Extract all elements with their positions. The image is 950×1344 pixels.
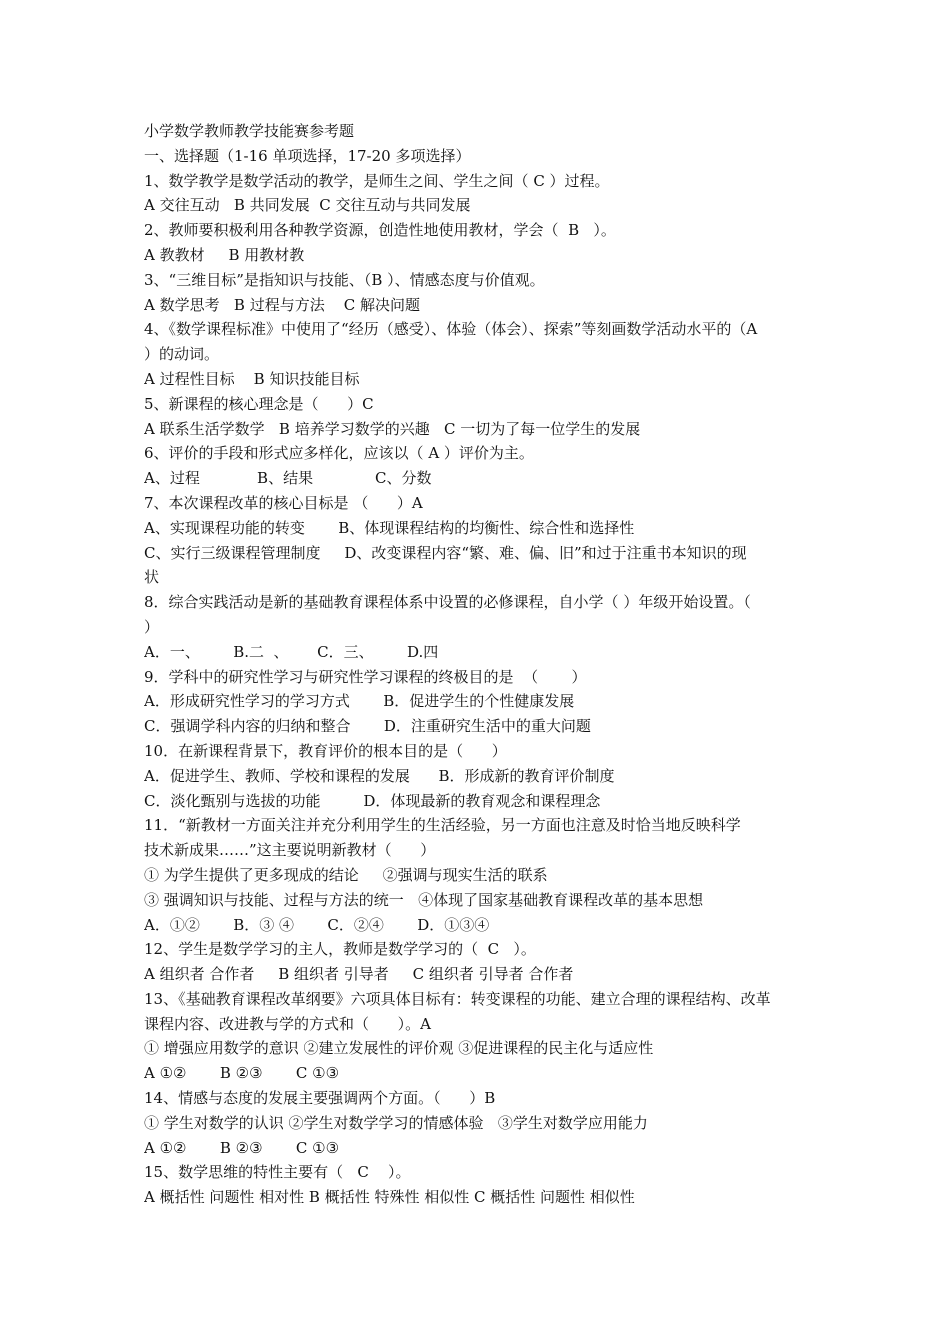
question-14: 14、情感与态度的发展主要强调两个方面。（ ）B	[144, 1089, 496, 1108]
question-15-options: A 概括性 问题性 相对性 B 概括性 特殊性 相似性 C 概括性 问题性 相似性	[144, 1188, 635, 1207]
question-2: 2、教师要积极利用各种教学资源，创造性地使用教材，学会（ B ）。	[144, 221, 616, 240]
question-3: 3、“三维目标”是指知识与技能、（B ）、情感态度与价值观。	[144, 270, 545, 289]
question-12: 12、学生是数学学习的主人，教师是数学学习的（ C ）。	[144, 940, 536, 959]
document-page	[144, 119, 814, 1210]
question-10-options-ab: A．促进学生、教师、学校和课程的发展 B．形成新的教育评价制度	[144, 766, 615, 785]
question-8-options: A．一、 B.二 、 C．三、 D.四	[144, 642, 439, 661]
question-14-options: A ①② B ②③ C ①③	[144, 1138, 340, 1157]
question-4-continued: ）的动词。	[144, 345, 220, 364]
question-9-options-cd: C．强调学科内容的归纳和整合 D．注重研究生活中的重大问题	[144, 717, 591, 736]
question-9: 9．学科中的研究性学习与研究性学习课程的终极目的是 （ ）	[144, 667, 587, 686]
question-11-statements-34: ③ 强调知识与技能、过程与方法的统一 ④体现了国家基础教育课程改革的基本思想	[144, 890, 704, 909]
question-11-options: A．①② B．③ ④ C．②④ D．①③④	[144, 915, 490, 934]
question-13-continued: 课程内容、改进教与学的方式和（ ）。A	[144, 1014, 431, 1033]
question-8-continued: ）	[144, 617, 160, 636]
question-13-statements: ① 增强应用数学的意识 ②建立发展性的评价观 ③促进课程的民主化与适应性	[144, 1039, 654, 1058]
question-13-options: A ①② B ②③ C ①③	[144, 1064, 340, 1083]
question-11-continued: 技术新成果……”这主要说明新教材（ ）	[144, 841, 436, 860]
question-4-options: A 过程性目标 B 知识技能目标	[144, 369, 360, 388]
question-1: 1、数学教学是数学活动的教学，是师生之间、学生之间（ C ）过程。	[144, 171, 610, 190]
question-3-options: A 数学思考 B 过程与方法 C 解决问题	[144, 295, 421, 314]
question-7: 7、本次课程改革的核心目标是 （ ）A	[144, 493, 423, 512]
question-8: 8．综合实践活动是新的基础教育课程体系中设置的必修课程，自小学（ ）年级开始设置。（	[144, 593, 751, 612]
question-14-statements: ① 学生对数学的认识 ②学生对数学学习的情感体验 ③学生对数学应用能力	[144, 1113, 648, 1132]
question-10-options-cd: C．淡化甄别与选拔的功能 D．体现最新的教育观念和课程理念	[144, 791, 601, 810]
question-7-options-continued: 状	[144, 568, 160, 587]
question-10: 10．在新课程背景下，教育评价的根本目的是（ ）	[144, 741, 507, 760]
question-5-options: A 联系生活学数学 B 培养学习数学的兴趣 C 一切为了每一位学生的发展	[144, 419, 641, 438]
question-11-statements-12: ① 为学生提供了更多现成的结论 ②强调与现实生活的联系	[144, 865, 548, 884]
question-13: 13、《基础教育课程改革纲要》六项具体目标有：转变课程的功能、建立合理的课程结构、改革	[144, 989, 771, 1008]
question-7-options-ab: A、实现课程功能的转变 B、体现课程结构的均衡性、综合性和选择性	[144, 518, 635, 537]
question-4: 4、《数学课程标准》中使用了“经历（感受）、体验（体会）、探索”等刻画数学活动水平的（A	[144, 320, 758, 339]
document-title: 小学数学教师教学技能赛参考题	[144, 122, 355, 140]
question-5: 5、新课程的核心理念是（ ）C	[144, 394, 374, 413]
question-6: 6、评价的手段和形式应多样化，应该以（ A ）评价为主。	[144, 444, 534, 463]
question-6-options: A、过程 B、结果 C、分数	[144, 469, 432, 488]
section-heading: 一、选择题（1-16 单项选择，17-20 多项选择）	[144, 146, 471, 165]
question-11: 11．“新教材一方面关注并充分利用学生的生活经验，另一方面也注意及时恰当地反映科学	[144, 816, 741, 835]
question-1-options: A 交往互动 B 共同发展 C 交往互动与共同发展	[144, 196, 471, 215]
question-7-options-cd: C、实行三级课程管理制度 D、改变课程内容“繁、难、偏、旧”和过于注重书本知识的现	[144, 543, 747, 562]
question-12-options: A 组织者 合作者 B 组织者 引导者 C 组织者 引导者 合作者	[144, 965, 574, 984]
question-9-options-ab: A．形成研究性学习的学习方式 B．促进学生的个性健康发展	[144, 692, 575, 711]
question-15: 15、数学思维的特性主要有（ C ）。	[144, 1163, 411, 1182]
question-2-options: A 教教材 B 用教材教	[144, 245, 305, 264]
